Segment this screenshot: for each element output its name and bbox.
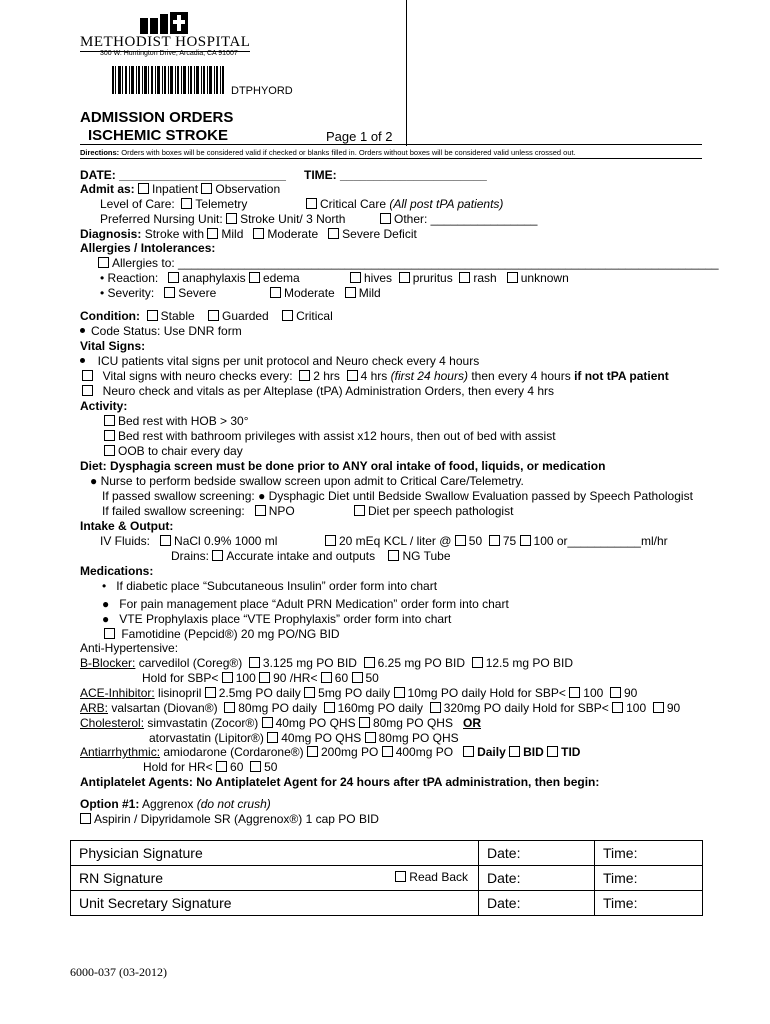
intake-output-checkbox[interactable] [212,550,223,561]
physician-signature-row [71,841,703,866]
ace2-label: 5mg PO daily [318,686,391,700]
bb1-label: 3.125 mg PO BID [262,656,357,670]
barcode-code: DTPHYORD [231,85,293,97]
vital-signs-item-2 [82,369,669,384]
allergies-to-field[interactable]: Allergies to: _________________________________________________________________________________ [112,256,719,270]
rate-100-label: 100 or___________ml/hr [533,534,668,548]
bblocker-row [80,656,573,671]
npo-checkbox[interactable] [255,505,266,516]
anti-arr-label: Antiarrhythmic: [80,745,161,759]
ng-tube-label: NG Tube [402,549,451,563]
stable-checkbox[interactable] [147,310,158,321]
ace-row [80,686,637,701]
med1-text: If diabetic place “Subcutaneous Insulin” order form into chart [116,579,438,593]
vs3-checkbox[interactable] [82,385,93,396]
reaction-label: Reaction: [107,271,159,285]
critical-checkbox[interactable] [282,310,293,321]
chol-or: OR [463,716,481,730]
anti-hypertensive-heading: Anti-Hypertensive: [80,641,179,655]
read-back-checkbox[interactable] [395,871,406,882]
antiarrhythmic-hold-row [143,760,277,775]
arb3-label: 320mg PO daily Hold for SBP< [443,701,609,715]
page-number: Page 1 of 2 [326,129,393,144]
med-item-2: ● For pain management place “Adult PRN Medication” order form into chart [102,597,509,611]
critical-label: Critical [296,309,333,323]
ace-label: ACE-Inhibitor: [80,686,155,700]
ace4-label: 100 [583,686,604,700]
chol1-label: 40mg PO QHS [275,716,356,730]
aa4-checkbox[interactable] [509,746,520,757]
unit-secretary-signature-field[interactable] [71,891,479,916]
diet-item-1: ● Nurse to perform bedside swallow screen upon admit to Critical Care/Telemetry. [90,474,524,488]
mild-checkbox[interactable] [207,228,218,239]
physician-signature-field[interactable] [71,841,479,866]
unknown-checkbox[interactable] [507,272,518,283]
diet3-label: If failed swallow screening: [102,504,245,518]
ace1-label: 2.5mg PO daily [218,686,301,700]
bb1-checkbox[interactable] [249,657,260,668]
anaphylaxis-label: anaphylaxis [182,271,246,285]
nacl-label: NaCl 0.9% 1000 ml [174,534,278,548]
level-of-care-row [100,197,247,212]
arb5-checkbox[interactable] [653,702,664,713]
severe-label: Severe [178,286,217,300]
vital-signs-item-3 [82,384,554,399]
kcl-label: 20 mEq KCL / liter @ [339,534,452,548]
diet-speech-option [354,504,513,519]
aa2-label: 400mg PO [395,745,454,759]
critical-care-checkbox[interactable] [306,198,317,209]
ace3-label: 10mg PO daily Hold for SBP< [407,686,566,700]
rn-date-field[interactable] [479,866,595,891]
guarded-label: Guarded [222,309,269,323]
stable-label: Stable [160,309,195,323]
directions-text: Orders with boxes will be considered valid if checked or blanks filled in. Orders without boxes will be considered valid unless crossed out. [121,148,576,157]
form-title: ADMISSION ORDERS [80,109,234,126]
vital-signs-heading: Vital Signs: [80,339,146,353]
vs3-text: Neuro check and vitals as per Alteplase (tPA) Administration Orders, then every 4 hrs [102,384,554,398]
bb2-label: 6.25 mg PO BID [377,656,466,670]
vs1-text: ICU patients vital signs per unit protocol and Neuro check every 4 hours [97,354,480,368]
date-label: Date: [487,895,521,911]
severity-row: • Severity: Severe [100,286,217,300]
ace-drug: lisinopril [158,686,202,700]
diagnosis-row [80,227,417,242]
hives-label: hives [364,271,393,285]
ator2-checkbox[interactable] [365,732,376,743]
severity-row-2 [270,286,381,301]
rn-signature-field[interactable] [71,866,479,891]
aa3-label: Daily [477,745,506,759]
iv-fluids-label: IV Fluids: [100,534,151,548]
act1-text: Bed rest with HOB > 30° [118,414,249,428]
aa5-label: TID [561,745,581,759]
sev-moderate-label: Moderate [284,286,335,300]
directions [80,148,576,157]
npo-label: NPO [268,504,295,518]
ace3-checkbox[interactable] [394,687,405,698]
antiplatelet-heading: Antiplatelet Agents: No Antiplatelet Agent for 24 hours after tPA administration, then begin: [80,775,600,789]
rn-signature-row [71,866,703,891]
nursing-unit-row [100,212,345,227]
bb-hold-label: Hold for SBP< [142,671,219,685]
physician-time-field[interactable] [595,841,703,866]
observation-label: Observation [215,182,281,196]
no-crush-label: (do not crush) [196,797,271,811]
unknown-label: unknown [520,271,569,285]
act2-checkbox[interactable] [104,430,115,441]
other-unit-label: Other: ________________ [394,212,538,226]
critical-care-note: (All post tPA patients) [389,197,504,211]
chol2-label: 80mg PO QHS [372,716,453,730]
arb4-checkbox[interactable] [612,702,623,713]
rash-checkbox[interactable] [459,272,470,283]
form-number: 6000-037 (03-2012) [70,965,167,979]
condition-label: Condition: [80,309,140,323]
vs2-4hrs-label: 4 hrs [360,369,388,383]
act2-text: Bed rest with bathroom privileges with assist x12 hours, then out of bed with assist [118,429,556,443]
intake-heading: Intake & Output: [80,519,174,533]
bb-h1-checkbox[interactable] [222,672,233,683]
chol-label: Cholesterol: [80,716,145,730]
med-item-3: ● VTE Prophylaxis place “VTE Prophylaxis” order form into chart [102,612,452,626]
allergies-to-row [98,256,719,271]
rate-50-label: 50 [468,534,483,548]
ator-drug: atorvastatin (Lipitor®) [149,731,264,745]
unit-secretary-date-field[interactable] [479,891,595,916]
allergies-checkbox[interactable] [98,257,109,268]
vs2-2hrs-label: 2 hrs [313,369,340,383]
signature-table [70,840,703,916]
rn-signature-label: RN Signature [79,870,164,886]
arb5-label: 90 [666,701,681,715]
rate-100-checkbox[interactable] [520,535,531,546]
drains-label: Drains: [171,549,210,563]
code-status-text: Code Status: Use DNR form [91,324,242,338]
telemetry-checkbox[interactable] [181,198,192,209]
bb2-checkbox[interactable] [364,657,375,668]
sev-mild-checkbox[interactable] [345,287,356,298]
pruritus-label: pruritus [412,271,453,285]
diet-speech-checkbox[interactable] [354,505,365,516]
diet1-text: Nurse to perform bedside swallow screen upon admit to Critical Care/Telemetry. [100,474,524,488]
bb3-label: 12.5 mg PO BID [485,656,574,670]
ng-tube-checkbox[interactable] [388,550,399,561]
unit-secretary-time-field[interactable] [595,891,703,916]
bblocker-label: B-Blocker: [80,656,136,670]
severe-deficit-label: Severe Deficit [342,227,417,241]
arb3-checkbox[interactable] [430,702,441,713]
arb1-checkbox[interactable] [224,702,235,713]
nursing-unit-label: Preferred Nursing Unit: [100,212,223,226]
physician-date-field[interactable] [479,841,595,866]
level-of-care-label: Level of Care: [100,197,175,211]
arb2-label: 160mg PO daily [337,701,424,715]
vital-signs-item-1 [80,354,479,369]
ator2-label: 80mg PO QHS [378,731,459,745]
aspirin-label: Aspirin / Dipyridamole SR (Aggrenox®) 1 cap PO BID [94,812,379,826]
aa1-checkbox[interactable] [307,746,318,757]
other-unit-checkbox[interactable] [380,213,391,224]
unit-secretary-signature-row [71,891,703,916]
med-item-4 [104,627,340,642]
vs2-label: Vital signs with neuro checks every: [102,369,293,383]
act3-text: OOB to chair every day [118,444,243,458]
bullet-icon [80,328,85,333]
diet-speech-label: Diet per speech pathologist [368,504,514,518]
anti-arr-drug: amiodarone (Cordarone®) [163,745,304,759]
bb-h4-checkbox[interactable] [352,672,363,683]
ace1-checkbox[interactable] [205,687,216,698]
moderate-label: Moderate [267,227,319,241]
aa-h2-label: 50 [264,760,278,774]
bblocker-drug: carvedilol (Coreg®) [138,656,243,670]
observation-checkbox[interactable] [201,183,212,194]
arb1-label: 80mg PO daily [238,701,317,715]
aspirin-checkbox[interactable] [80,813,91,824]
famotidine-checkbox[interactable] [104,628,115,639]
act1-checkbox[interactable] [104,415,115,426]
nacl-checkbox[interactable] [160,535,171,546]
inpatient-label: Inpatient [152,182,199,196]
aa2-checkbox[interactable] [382,746,393,757]
allergies-heading: Allergies / Intolerances: [80,241,216,255]
code-status-row [80,324,242,339]
edema-checkbox[interactable] [249,272,260,283]
diet-heading: Diet: Dysphagia screen must be done prior to ANY oral intake of food, liquids, or medication [80,459,606,473]
bullet-icon [80,358,85,363]
critical-care-label: Critical Care [320,197,387,211]
read-back-option [395,870,468,884]
activity-item-1 [104,414,249,429]
moderate-checkbox[interactable] [253,228,264,239]
telemetry-label: Telemetry [195,197,248,211]
aa-h1-label: 60 [230,760,244,774]
antiarrhythmic-row [80,745,580,760]
rn-time-field[interactable] [595,866,703,891]
med3-text: VTE Prophylaxis place “VTE Prophylaxis” order form into chart [119,612,452,626]
chol-drug: simvastatin (Zocor®) [147,716,259,730]
rash-label: rash [473,271,497,285]
mild-label: Mild [221,227,244,241]
vs2-checkbox[interactable] [82,370,93,381]
iv-fluids-row [100,534,277,549]
arb-row [80,701,680,716]
ator1-label: 40mg PO QHS [281,731,362,745]
med4-text: Famotidine (Pepcid®) 20 mg PO/NG BID [121,627,340,641]
bb-h3-checkbox[interactable] [321,672,332,683]
bb-h2-label: 90 /HR< [273,671,318,685]
stroke-unit-label: Stroke Unit/ 3 North [240,212,346,226]
rate-75-checkbox[interactable] [489,535,500,546]
time-label: Time: [603,870,638,886]
aa-hold-label: Hold for HR< [143,760,213,774]
read-back-label: Read Back [409,870,468,884]
guarded-checkbox[interactable] [208,310,219,321]
arb2-checkbox[interactable] [324,702,335,713]
date-label: Date: [487,870,521,886]
reaction-row: • Reaction: anaphylaxis edema [100,271,300,285]
aa-h2-checkbox[interactable] [250,761,261,772]
bb-h4-label: 50 [365,671,379,685]
bb-h3-label: 60 [334,671,349,685]
aa4-label: BID [523,745,544,759]
admit-as-label: Admit as: [80,182,135,196]
barcode [112,66,224,99]
kcl-row [325,534,668,549]
activity-item-3 [104,444,243,459]
hives-checkbox[interactable] [350,272,361,283]
severe-checkbox[interactable] [164,287,175,298]
act3-checkbox[interactable] [104,445,115,456]
anaphylaxis-checkbox[interactable] [168,272,179,283]
atorvastatin-row [149,731,459,746]
reaction-row-2 [350,271,569,286]
ace5-label: 90 [623,686,638,700]
pruritus-checkbox[interactable] [399,272,410,283]
ace2-checkbox[interactable] [304,687,315,698]
kcl-checkbox[interactable] [325,535,336,546]
condition-row [80,309,333,324]
vs2-2hrs-checkbox[interactable] [299,370,310,381]
diet-item-2: If passed swallow screening: ● Dysphagic Diet until Bedside Swallow Evaluation passed by Speech Pathologist [102,489,693,503]
stroke-with-label: Stroke with [144,227,205,241]
directions-label: Directions: [80,148,120,157]
activity-heading: Activity: [80,399,128,413]
vs2-first24-label: (first 24 hours) [390,369,468,383]
arb-drug: valsartan (Diovan®) [111,701,218,715]
edema-label: edema [262,271,300,285]
date-label: Date: [487,845,521,861]
drains-row [171,549,451,564]
aggrenox-label: Aggrenox [142,797,194,811]
sev-mild-label: Mild [358,286,381,300]
vs2-4hrs-checkbox[interactable] [347,370,358,381]
hospital-name: METHODIST HOSPITAL [80,34,251,50]
rate-75-label: 75 [502,534,517,548]
bblocker-hold-row [142,671,379,686]
ace4-checkbox[interactable] [569,687,580,698]
aa5-checkbox[interactable] [547,746,558,757]
bb3-checkbox[interactable] [472,657,483,668]
critical-care-option [306,197,503,212]
diagnosis-label: Diagnosis: [80,227,142,241]
vs2-not-tpa-label: if not tPA patient [574,369,669,383]
hospital-address: 300 W. Huntington Drive, Arcadia, CA 91007 [100,50,238,57]
time-label: Time: [603,895,638,911]
arb-label: ARB: [80,701,109,715]
med-item-1: • If diabetic place “Subcutaneous Insulin” order form into chart [102,579,438,593]
aspirin-row [80,812,379,827]
physician-signature-label: Physician Signature [79,845,203,861]
bb-h1-label: 100 [235,671,256,685]
severe-deficit-checkbox[interactable] [328,228,339,239]
sev-moderate-checkbox[interactable] [270,287,281,298]
option1-row [80,797,271,812]
time-label: Time: [603,845,638,861]
intake-output-label: Accurate intake and outputs [226,549,376,563]
ace5-checkbox[interactable] [610,687,621,698]
med2-text: For pain management place “Adult PRN Medication” order form into chart [119,597,509,611]
rate-50-checkbox[interactable] [455,535,466,546]
bb-h2-checkbox[interactable] [259,672,270,683]
header-rule [80,144,702,145]
other-unit-option [380,212,537,227]
admit-as-row [80,182,280,197]
inpatient-checkbox[interactable] [138,183,149,194]
stroke-unit-checkbox[interactable] [226,213,237,224]
unit-secretary-signature-label: Unit Secretary Signature [79,895,232,911]
activity-item-2 [104,429,556,444]
chol1-checkbox[interactable] [262,717,273,728]
aa1-label: 200mg PO [320,745,379,759]
cholesterol-row [80,716,481,731]
vs2-then-label: then every 4 hours [471,369,571,383]
arb4-label: 100 [626,701,647,715]
option1-label: Option #1: [80,797,140,811]
date-field[interactable]: DATE: _________________________ [80,168,286,182]
medications-heading: Medications: [80,564,154,578]
severity-label: Severity: [107,286,155,300]
aa-h1-checkbox[interactable] [216,761,227,772]
form-subtitle: ISCHEMIC STROKE [88,127,229,144]
aa3-checkbox[interactable] [463,746,474,757]
vertical-divider [406,0,407,146]
diet-item-3 [102,504,295,519]
chol2-checkbox[interactable] [359,717,370,728]
time-field[interactable]: TIME: ______________________ [304,168,487,182]
directions-rule [80,158,702,159]
ator1-checkbox[interactable] [267,732,278,743]
